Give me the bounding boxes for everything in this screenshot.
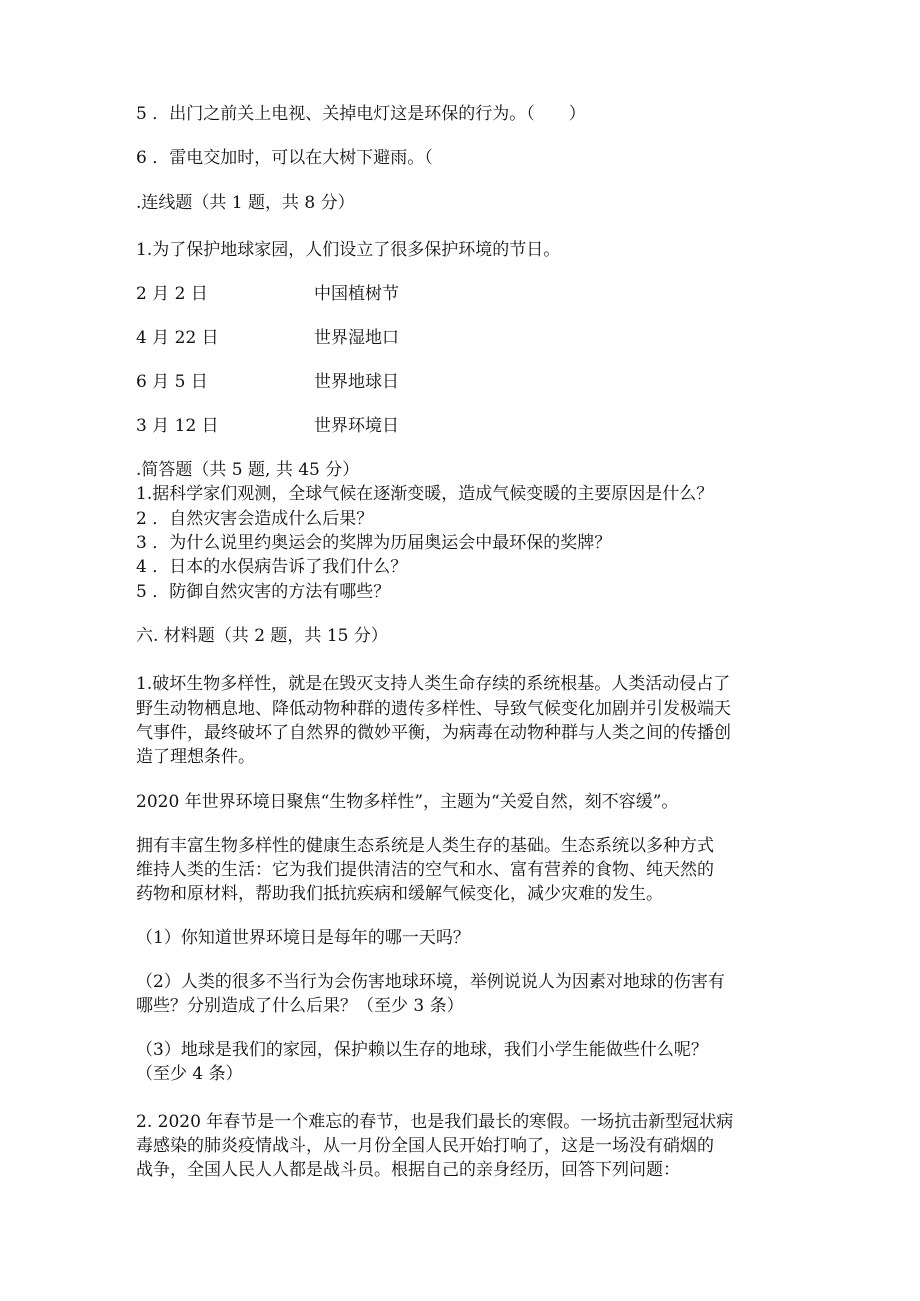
material-1-sub-question-1: （1）你知道世界环境日是每年的哪一天吗？: [136, 928, 470, 948]
matching-date-4: 3 月 12 日: [136, 416, 219, 436]
material-1-line-2: 野生动物栖息地、降低动物种群的遗传多样性、导致气候变化加剧并引发极端天: [136, 699, 731, 719]
material-1-p3-line-3: 药物和原材料，帮助我们抵抗疾病和缓解气候变化，减少灾难的发生。: [136, 884, 663, 904]
material-1-p3-line-1: 拥有丰富生物多样性的健康生态系统是人类生存的基础。生态系统以多种方式: [136, 836, 714, 856]
short-question-1: 1.据科学家们观测，全球气候在逐渐变暖，造成气候变暖的主要原因是什么？: [136, 484, 714, 504]
material-heading: 六. 材料题（共 2 题，共 15 分）: [136, 626, 388, 646]
material-2-line-2: 毒感染的肺炎疫情战斗，从一月份全国人民开始打响了，这是一场没有硝烟的: [136, 1136, 714, 1156]
judge-question-5: 5 ．出门之前关上电视、关掉电灯这是环保的行为。（ ）: [136, 104, 586, 124]
matching-festival-1: 中国植树节: [314, 284, 399, 304]
material-1-line-1: 1.破坏生物多样性，就是在毁灭支持人类生命存续的系统根基。人类活动侵占了: [136, 674, 731, 694]
matching-date-2: 4 月 22 日: [136, 328, 219, 348]
matching-question-1: 1.为了保护地球家园，人们设立了很多保护环境的节日。: [136, 240, 561, 260]
material-1-sub-question-3-line-2: （至少 4 条）: [136, 1064, 243, 1084]
short-question-2: 2 ．自然灾害会造成什么后果？: [136, 509, 374, 529]
material-1-paragraph-2: 2020 年世界环境日聚焦“生物多样性”，主题为“关爱自然，刻不容缓”。: [136, 792, 679, 812]
material-1-p3-line-2: 维持人类的生活：它为我们提供清洁的空气和水、富有营养的食物、纯天然的: [136, 860, 714, 880]
matching-date-3: 6 月 5 日: [136, 372, 208, 392]
matching-festival-4: 世界环境日: [314, 416, 399, 436]
matching-date-1: 2 月 2 日: [136, 284, 208, 304]
short-question-4: 4 ．日本的水俣病告诉了我们什么？: [136, 557, 408, 577]
matching-festival-3: 世界地球日: [314, 372, 399, 392]
matching-festival-2: 世界湿地口: [314, 328, 399, 348]
material-1-sub-question-2-line-2: 哪些？分别造成了什么后果？（至少 3 条）: [136, 996, 464, 1016]
material-1-line-4: 造了理想条件。: [136, 747, 255, 767]
material-2-line-3: 战争，全国人民人人都是战斗员。根据自己的亲身经历，回答下列问题：: [136, 1160, 680, 1180]
material-1-sub-question-2-line-1: （2）人类的很多不当行为会伤害地球环境，举例说说人为因素对地球的伤害有: [136, 972, 725, 992]
short-question-3: 3 ．为什么说里约奥运会的奖牌为历届奥运会中最环保的奖牌？: [136, 533, 612, 553]
short-question-5: 5 ．防御自然灾害的方法有哪些？: [136, 582, 391, 602]
material-2-line-1: 2. 2020 年春节是一个难忘的春节，也是我们最长的寒假。一场抗击新型冠状病: [136, 1112, 734, 1132]
short-answer-heading: .简答题（共 5 题, 共 45 分）: [136, 460, 360, 480]
matching-heading: .连线题（共 1 题，共 8 分）: [136, 193, 355, 213]
material-1-sub-question-3-line-1: （3）地球是我们的家园，保护赖以生存的地球，我们小学生能做些什么呢？: [136, 1040, 708, 1060]
material-1-line-3: 气事件，最终破坏了自然界的微妙平衡，为病毒在动物种群与人类之间的传播创: [136, 723, 731, 743]
judge-question-6: 6 ．雷电交加时，可以在大树下避雨。（: [136, 148, 433, 168]
